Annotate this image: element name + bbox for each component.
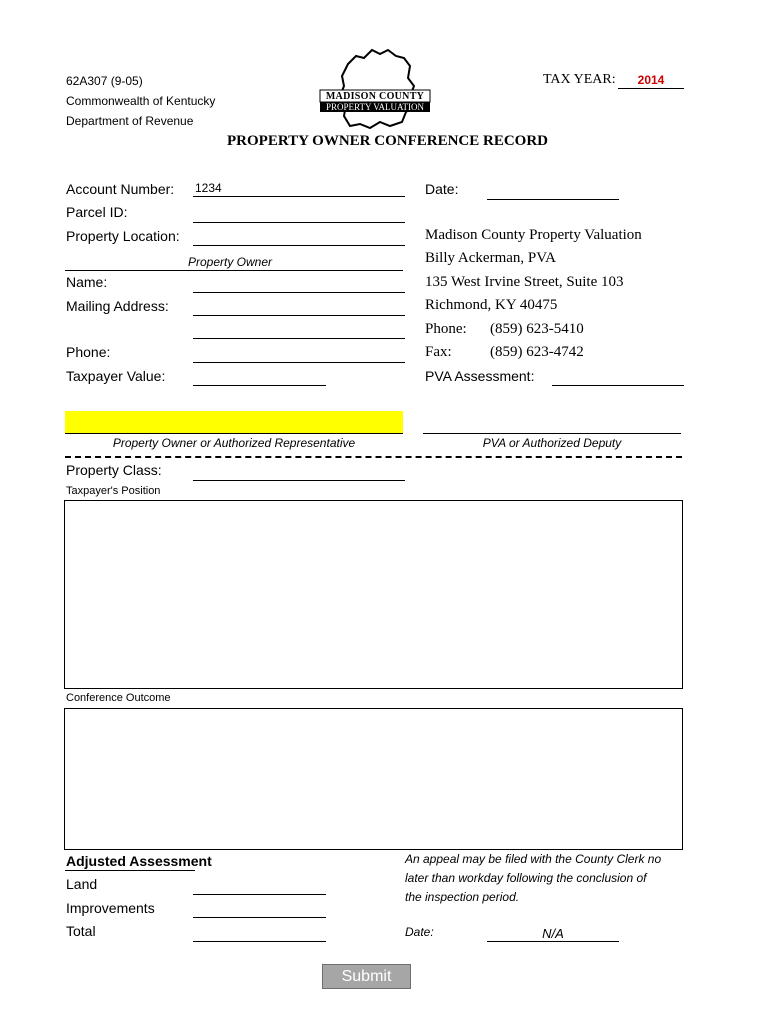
date-input[interactable]: [487, 183, 619, 200]
taxpayer-position-box[interactable]: [64, 500, 683, 689]
adjusted-heading-underline: [65, 870, 195, 871]
form-id: 62A307 (9-05): [66, 74, 143, 88]
office-phone: (859) 623-5410: [490, 321, 584, 337]
total-input[interactable]: [193, 925, 326, 942]
taxpayer-position-textarea[interactable]: [65, 501, 682, 688]
state-name: Commonwealth of Kentucky: [66, 94, 216, 108]
taxpayer-value-label: Taxpayer Value:: [66, 368, 166, 384]
appeal-note-line-2: later than workday following the conclusion of: [405, 871, 647, 885]
appeal-note-line-1: An appeal may be filed with the County Clerk no: [405, 852, 662, 866]
office-city: Richmond, KY 40475: [425, 297, 558, 313]
owner-signature-field[interactable]: [65, 411, 403, 434]
account-number-label: Account Number:: [66, 181, 175, 197]
conference-outcome-textarea[interactable]: [65, 709, 682, 849]
phone-input[interactable]: [193, 346, 405, 363]
taxpayer-position-label: Taxpayer's Position: [66, 485, 161, 497]
office-fax: (859) 623-4742: [490, 344, 584, 360]
mailing-address-input-1[interactable]: [193, 299, 405, 316]
page-title: PROPERTY OWNER CONFERENCE RECORD: [227, 133, 549, 149]
account-number-input[interactable]: [193, 180, 405, 197]
pva-assessment-input[interactable]: [552, 369, 684, 386]
owner-divider: [65, 270, 403, 271]
logo-line-1: MADISON COUNTY: [325, 91, 425, 102]
pva-assessment-label: PVA Assessment:: [425, 368, 535, 384]
land-label: Land: [66, 876, 98, 892]
property-location-input[interactable]: [193, 229, 405, 246]
parcel-id-input[interactable]: [193, 206, 405, 223]
conference-outcome-box[interactable]: [64, 708, 683, 850]
property-location-label: Property Location:: [66, 228, 180, 244]
department-name: Department of Revenue: [66, 114, 194, 128]
tax-year-input[interactable]: [618, 72, 684, 89]
property-class-label: Property Class:: [66, 462, 162, 478]
total-label: Total: [66, 923, 96, 939]
mailing-address-input-2[interactable]: [193, 322, 405, 339]
owner-name-input[interactable]: [193, 276, 405, 293]
office-name: Madison County Property Valuation: [425, 227, 642, 243]
section-divider: [65, 456, 682, 458]
tax-year-label: TAX YEAR:: [543, 72, 616, 87]
taxpayer-value-input[interactable]: [193, 369, 326, 386]
parcel-id-label: Parcel ID:: [66, 204, 128, 220]
conference-outcome-label: Conference Outcome: [66, 692, 171, 704]
logo-line-2: PROPERTY VALUATION: [325, 102, 425, 112]
phone-label: Phone:: [66, 344, 111, 360]
appeal-note-line-3: the inspection period.: [405, 890, 520, 904]
submit-button[interactable]: Submit: [322, 964, 411, 989]
date-label: Date:: [425, 181, 459, 197]
deputy-signature-caption: PVA or Authorized Deputy: [482, 436, 622, 450]
appeal-date-input[interactable]: [487, 925, 619, 942]
pva-name: Billy Ackerman, PVA: [425, 250, 556, 266]
adjusted-assessment-heading: Adjusted Assessment: [66, 853, 212, 869]
office-fax-label: Fax:: [425, 344, 452, 360]
office-phone-label: Phone:: [425, 321, 467, 337]
county-outline-icon: [318, 46, 432, 130]
deputy-signature-line[interactable]: [423, 433, 681, 434]
name-label: Name:: [66, 274, 108, 290]
madison-county-logo: [318, 46, 432, 130]
property-class-input[interactable]: [193, 464, 405, 481]
improvements-input[interactable]: [193, 901, 326, 918]
mailing-address-label: Mailing Address:: [66, 298, 169, 314]
office-street: 135 West Irvine Street, Suite 103: [425, 274, 624, 290]
property-owner-heading: Property Owner: [188, 255, 273, 269]
owner-signature-caption: Property Owner or Authorized Representative: [112, 436, 356, 450]
land-input[interactable]: [193, 878, 326, 895]
appeal-date-label: Date:: [405, 925, 434, 939]
improvements-label: Improvements: [66, 900, 155, 916]
